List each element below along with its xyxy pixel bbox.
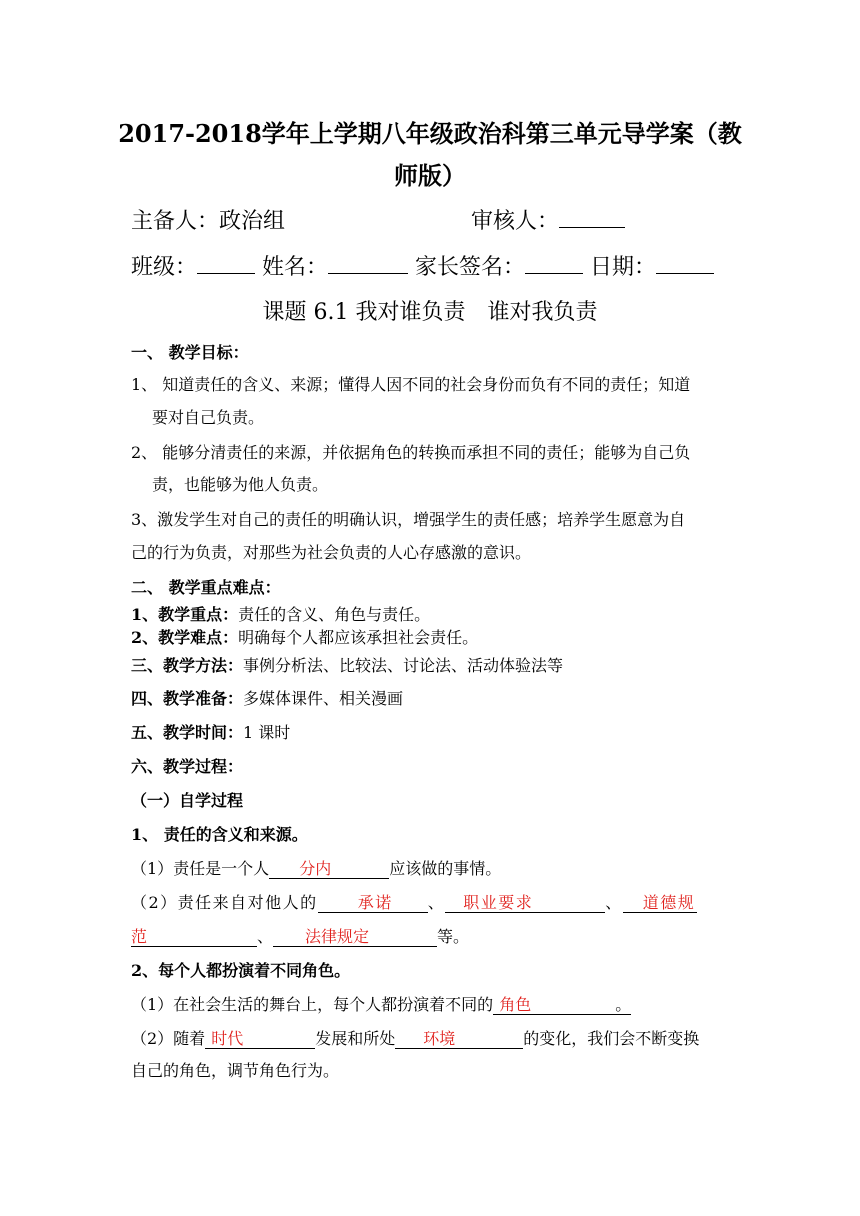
q1-2-blank-3a	[623, 894, 697, 913]
time-label: 五、教学时间：	[131, 723, 244, 742]
q2-heading: 2、每个人都扮演着不同角色。	[131, 961, 351, 980]
q1-2-prefix: （2）责任来自对他人的	[131, 893, 318, 912]
q1-2-blank-2	[445, 894, 605, 913]
time-text: 1 课时	[243, 723, 291, 742]
q2-2-answer-2: 环境	[423, 1029, 456, 1048]
q1-2-answer-2: 职业要求	[463, 893, 534, 912]
lesson-title: 课题 6.1 我对谁负责 谁对我负责	[262, 300, 598, 325]
q2-2-line2: 自己的角色，调节角色行为。	[131, 1061, 340, 1080]
q2-1-answer-blank	[493, 996, 631, 1015]
q1-2-suffix: 等。	[437, 927, 470, 946]
date-label: 日期：	[590, 255, 657, 281]
q2-2-middle: 发展和所处	[315, 1029, 396, 1048]
difficulty-line	[131, 625, 478, 648]
difficulty-text: 明确每个人都应该承担社会责任。	[238, 628, 479, 647]
q1-heading: 1、 责任的含义和来源。	[131, 825, 308, 844]
q2-1-suffix: 。	[615, 995, 632, 1014]
q1-2-sep-1: 、	[427, 893, 446, 912]
q2-2-answer-1: 时代	[211, 1029, 244, 1048]
preparation-text: 多媒体课件、相关漫画	[243, 689, 404, 708]
q1-2-answer-4: 法律规定	[305, 927, 370, 946]
q2-2-prefix: （2）随着	[131, 1029, 206, 1048]
q2-1-prefix: （1）在社会生活的舞台上，每个人都扮演着不同的	[131, 995, 494, 1014]
q1-2-line2	[131, 924, 469, 947]
section1-heading: 一、 教学目标：	[131, 343, 249, 362]
date-blank	[656, 250, 714, 274]
q1-2-line1	[131, 890, 697, 913]
q2-2-blank-1	[205, 1030, 315, 1049]
methods-label: 三、教学方法：	[131, 656, 244, 675]
q1-2-sep-3: 、	[257, 927, 274, 946]
goal2-line1: 2、 能够分清责任的来源，并依据角色的转换而承担不同的责任；能够为自己负	[131, 443, 691, 462]
self-study-heading: （一）自学过程	[131, 791, 244, 810]
goal1-line2: 要对自己负责。	[152, 408, 265, 427]
goal3-line2: 己的行为负责，对那些为社会负责的人心存感激的意识。	[131, 543, 532, 562]
q2-2-blank-2	[395, 1030, 523, 1049]
difficulty-label: 2、教学难点：	[131, 628, 239, 647]
q1-2-blank-3b	[131, 928, 257, 947]
reviewer-label: 审核人：	[471, 209, 560, 235]
name-label: 姓名：	[262, 255, 329, 281]
time-line	[131, 720, 290, 743]
q1-1-answer: 分内	[299, 859, 332, 878]
q2-2-line1	[131, 1026, 699, 1049]
q1-1-answer-blank	[269, 860, 389, 879]
reviewer-blank	[559, 204, 625, 228]
class-label: 班级：	[131, 255, 198, 281]
parent-sign-blank	[525, 250, 583, 274]
goal1-line1: 1、 知道责任的含义、来源；懂得人因不同的社会身份而负有不同的责任；知道	[131, 375, 691, 394]
preparation-label: 四、教学准备：	[131, 689, 244, 708]
doc-title-line2: 师版）	[394, 161, 466, 190]
q1-1-line	[131, 856, 501, 879]
preparation-line	[131, 686, 403, 709]
class-blank	[197, 250, 255, 274]
q1-1-prefix: （1）责任是一个人	[131, 859, 270, 878]
methods-line	[131, 653, 563, 676]
q2-2-suffix-line1: 的变化，我们会不断变换	[523, 1029, 700, 1048]
q1-2-answer-1: 承诺	[357, 893, 393, 912]
q1-1-suffix: 应该做的事情。	[389, 859, 502, 878]
q2-1-line	[131, 992, 631, 1015]
section6-heading: 六、教学过程：	[131, 757, 244, 776]
preparer-line	[131, 204, 625, 235]
name-blank	[328, 250, 408, 274]
doc-title-line1: 2017-2018学年上学期八年级政治科第三单元导学案（教	[118, 119, 742, 148]
goal3-line1: 3、激发学生对自己的责任的明确认识，增强学生的责任感；培养学生愿意为自	[131, 510, 686, 529]
key-point-text: 责任的含义、角色与责任。	[238, 605, 431, 624]
section2-heading: 二、 教学重点难点：	[131, 578, 281, 597]
q1-2-sep-2: 、	[605, 893, 623, 912]
key-point-label: 1、教学重点：	[131, 605, 239, 624]
goal2-line2: 责，也能够为他人负责。	[152, 475, 329, 494]
methods-text: 事例分析法、比较法、讨论法、活动体验法等	[243, 656, 564, 675]
q1-2-blank-1	[318, 894, 428, 913]
key-point-line	[131, 602, 430, 625]
q2-1-answer: 角色	[499, 995, 532, 1014]
parent-sign-label: 家长签名：	[415, 255, 526, 281]
q1-2-blank-4	[273, 928, 437, 947]
preparer: 主备人：政治组	[131, 209, 286, 235]
q1-2-answer-3a: 道德规	[642, 893, 696, 912]
q1-2-answer-3b: 范	[131, 927, 148, 946]
student-info-line	[131, 250, 714, 281]
